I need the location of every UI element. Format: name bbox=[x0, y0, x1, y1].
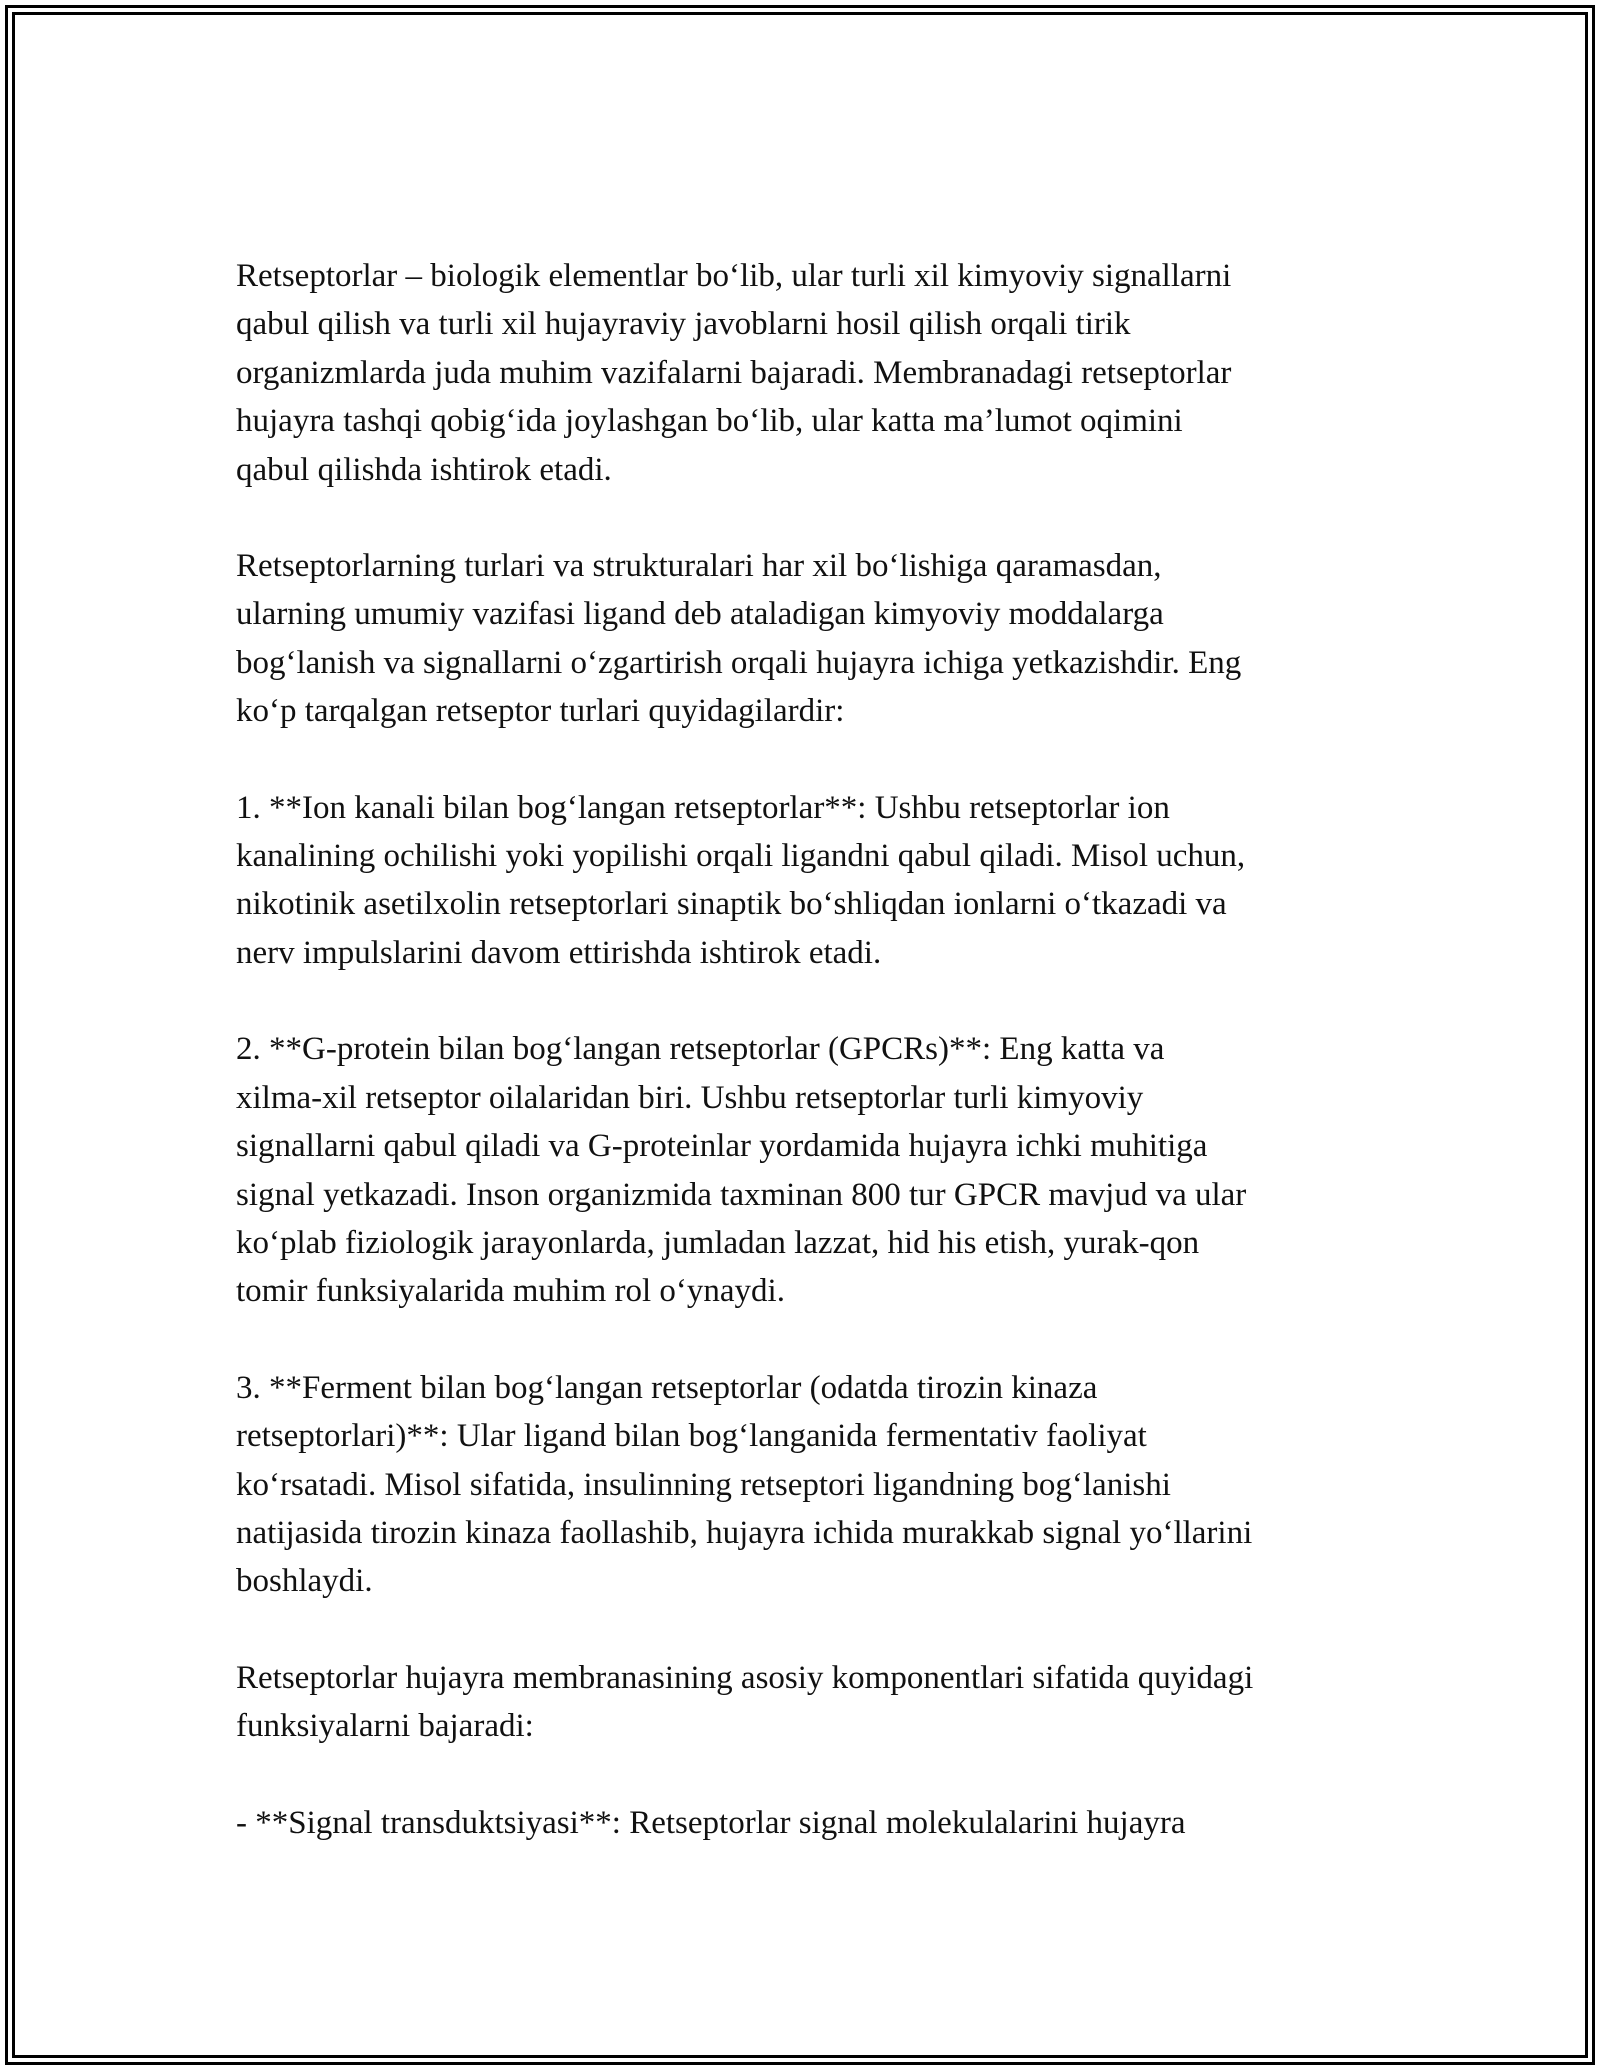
list-item-enzyme-linked: 3. **Ferment bilan bog‘langan retseptorlar (odatda tirozin kinaza retseptorlari)**: Ular ligand bilan bog‘langanida fermentativ faoliyat ko‘rsatadi. Misol sifatida, insulinning retseptori ligandning bog‘lanishi natijasida tirozin kinaza faollashib, hujayra ichida murakkab signal yo‘llarini boshlaydi. bbox=[236, 1369, 1253, 1600]
paragraph-receptor-types: Retseptorlarning turlari va strukturalari har xil bo‘lishiga qaramasdan, ularning umumiy vazifasi ligand deb ataladigan kimyoviy moddalarga bog‘lanish va signallarni o‘zgartirish orqali hujayra ichiga yetkazishdir. Eng ko‘p tarqalgan retseptor turlari quyidagilardir: bbox=[236, 548, 1242, 730]
paragraph-functions: Retseptorlar hujayra membranasining asosiy komponentlari sifatida quyidagi funksiyalarni bajaradi: bbox=[236, 1659, 1254, 1745]
document-body bbox=[236, 252, 1376, 1895]
list-item-gpcr: 2. **G-protein bilan bog‘langan retseptorlar (GPCRs)**: Eng katta va xilma-xil retseptor oilalaridan biri. Ushbu retseptorlar turli kimyoviy signallarni qabul qiladi va G-proteinlar yordamida hujayra ichki muhitiga signal yetkazadi. Inson organizmida taxminan 800 tur GPCR mavjud va ular ko‘plab fiziologik jarayonlarda, jumladan lazzat, hid his etish, yurak-qon tomir funksiyalarida muhim rol o‘ynaydi. bbox=[236, 1031, 1247, 1310]
paragraph-intro: Retseptorlar – biologik elementlar bo‘lib, ular turli xil kimyoviy signallarni qabul qilish va turli xil hujayraviy javoblarni hosil qilish orqali tirik organizmlarda juda muhim vazifalarni bajaradi. Membranadagi retseptorlar hujayra tashqi qobig‘ida joylashgan bo‘lib, ular katta ma’lumot oqimini qabul qilishda ishtirok etadi. bbox=[236, 258, 1232, 488]
list-item-ion-channel: 1. **Ion kanali bilan bog‘langan retseptorlar**: Ushbu retseptorlar ion kanalining ochilishi yoki yopilishi orqali ligandni qabul qiladi. Misol uchun, nikotinik asetilxolin retseptorlari sinaptik bo‘shliqdan ionlarni o‘tkazadi va nerv impulslarini davom ettirishda ishtirok etadi. bbox=[236, 789, 1246, 971]
list-item-signal-transduction: - **Signal transduktsiyasi**: Retseptorlar signal molekulalarini hujayra bbox=[236, 1804, 1186, 1841]
